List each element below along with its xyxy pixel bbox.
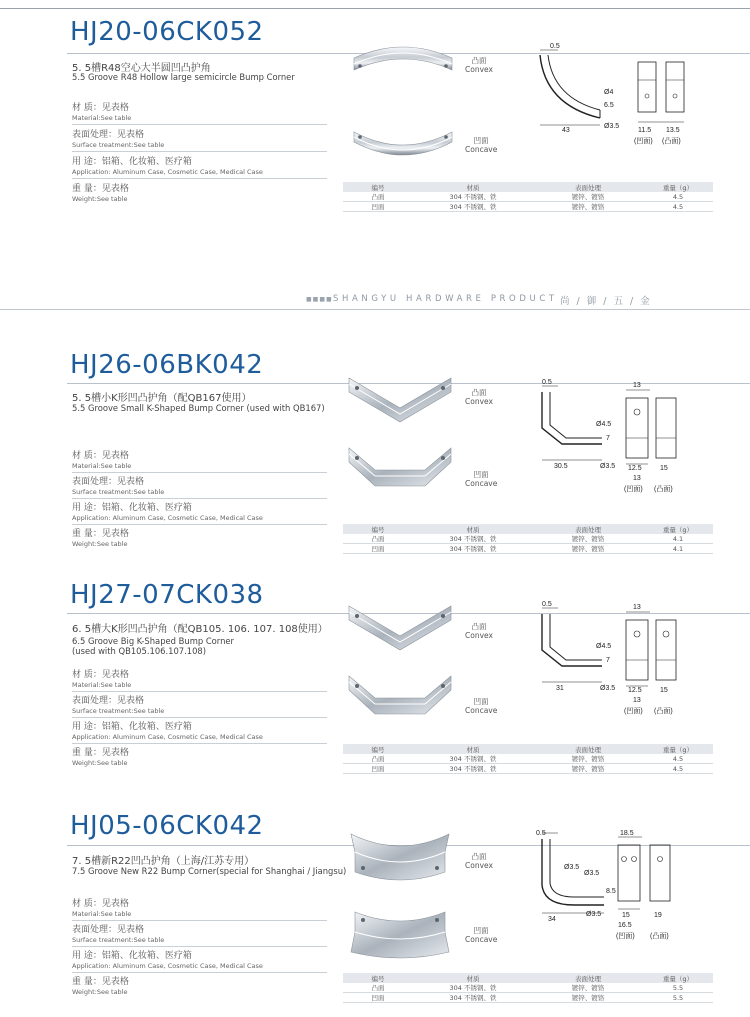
spec-table: [343, 744, 713, 774]
spec-table: [343, 524, 713, 554]
concave-label-cn: 凹面: [473, 926, 489, 935]
spec-table: [343, 973, 713, 1003]
table-cell: 凸面: [343, 192, 413, 202]
technical-drawing: [520, 825, 720, 945]
product-code: HJ05-06CK042: [70, 811, 264, 841]
spec-en: Weight:See table: [72, 540, 128, 548]
dim-label: 15: [622, 912, 630, 919]
table-cell: 凹面: [343, 202, 413, 212]
spec-en: Weight:See table: [72, 759, 128, 767]
product-title-en: 5.5 Groove R48 Hollow large semicircle Bump Corner: [72, 72, 295, 82]
table-header-row: [343, 524, 713, 534]
table-cell: 镀锌、镀铬: [533, 534, 643, 544]
table-cell: 4.5: [643, 202, 713, 212]
table-cell: 凹面: [343, 764, 413, 774]
table-cell: 4.1: [643, 534, 713, 544]
dim-label: Ø3.5: [600, 463, 616, 470]
spec-cn: 表面处理：见表格: [72, 696, 145, 706]
table-header-row: [343, 744, 713, 754]
spec-item: [72, 747, 327, 769]
brand-rule: [0, 309, 750, 310]
dim-label: 7: [606, 657, 610, 664]
spec-divider: [72, 151, 327, 152]
table-cell: 镀锌、镀铬: [533, 993, 643, 1003]
spec-cn: 表面处理：见表格: [72, 477, 145, 487]
table-header: 重量（g）: [643, 973, 713, 983]
spec-en: Material:See table: [72, 910, 132, 918]
table-cell: 凹面: [343, 544, 413, 554]
spec-item: [72, 950, 327, 972]
spec-item: [72, 976, 327, 998]
brand-chinese: 尚 / 御 / 五 / 金: [560, 296, 652, 307]
table-cell: 镀锌、镀铬: [533, 764, 643, 774]
dim-label: (凹面): [634, 138, 653, 145]
convex-label-en: Convex: [465, 861, 493, 870]
product-title-cn: 5. 5槽R48空心大半圆凹凸护角: [72, 63, 211, 74]
table-cell: 304 不锈钢、铁: [413, 202, 533, 212]
table-header: 表面处理: [533, 744, 643, 754]
dim-label: 7: [606, 435, 610, 442]
table-row: [343, 754, 713, 764]
spec-divider: [72, 472, 327, 473]
convex-label-cn: 凸面: [471, 622, 487, 631]
concave-label-cn: 凹面: [473, 697, 489, 706]
spec-item: [72, 721, 327, 743]
spec-divider: [72, 178, 327, 179]
dim-label: 0.5: [536, 830, 546, 837]
brand-squares: ■■■■: [306, 296, 333, 303]
dim-label: Ø3.5: [584, 870, 600, 877]
spec-list: [72, 102, 327, 206]
product-title-en-2: (used with QB105.106.107.108): [72, 646, 207, 656]
dim-label: 19: [654, 912, 662, 919]
table-cell: 304 不锈钢、铁: [413, 192, 533, 202]
dim-label: Ø4.5: [596, 421, 612, 428]
spec-divider: [72, 972, 327, 973]
spec-cn: 用 途：铝箱、化妆箱、医疗箱: [72, 951, 192, 961]
dim-label: (凹面): [616, 933, 635, 940]
product-code: HJ26-06BK042: [70, 350, 264, 380]
table-cell: 304 不锈钢、铁: [413, 534, 533, 544]
table-cell: 凸面: [343, 754, 413, 764]
convex-label: [465, 388, 493, 406]
table-row: [343, 544, 713, 554]
spec-divider: [72, 946, 327, 947]
spec-en: Surface treatment:See table: [72, 936, 165, 944]
spec-item: [72, 669, 327, 691]
spec-cn: 重 量：见表格: [72, 977, 129, 987]
spec-en: Application: Aluminum Case, Cosmetic Case, Medical Case: [72, 168, 263, 176]
table-row: [343, 983, 713, 993]
table-header: 编号: [343, 973, 413, 983]
spec-divider: [72, 124, 327, 125]
dim-label: 15: [660, 465, 668, 472]
product-title-en: 5.5 Groove Small K-Shaped Bump Corner (used with QB167): [72, 403, 325, 413]
dim-label: 16.5: [618, 922, 632, 929]
dim-label: 12.5: [628, 465, 642, 472]
dim-label: Ø3.5: [600, 685, 616, 692]
product-code: HJ27-07CK038: [70, 580, 264, 610]
table-row: [343, 993, 713, 1003]
convex-label: [465, 852, 493, 870]
spec-cn: 表面处理：见表格: [72, 925, 145, 935]
brand-english: SHANGYU HARDWARE PRODUCT: [333, 294, 558, 304]
table-cell: 304 不锈钢、铁: [413, 983, 533, 993]
spec-list: [72, 450, 327, 550]
convex-corner-image: [348, 40, 458, 85]
table-cell: 4.1: [643, 544, 713, 554]
table-header-row: [343, 973, 713, 983]
spec-en: Application: Aluminum Case, Cosmetic Case, Medical Case: [72, 733, 263, 741]
spec-divider: [72, 691, 327, 692]
spec-divider: [72, 743, 327, 744]
table-cell: 镀锌、镀铬: [533, 983, 643, 993]
concave-corner-image: [348, 122, 458, 167]
convex-label-cn: 凸面: [471, 56, 487, 65]
dim-label: 30.5: [554, 463, 568, 470]
table-header: 表面处理: [533, 973, 643, 983]
spec-en: Weight:See table: [72, 988, 128, 996]
table-cell: 凹面: [343, 993, 413, 1003]
spec-en: Surface treatment:See table: [72, 707, 165, 715]
spec-divider: [72, 717, 327, 718]
spec-en: Material:See table: [72, 681, 132, 689]
table-cell: 镀锌、镀铬: [533, 754, 643, 764]
spec-cn: 用 途：铝箱、化妆箱、医疗箱: [72, 722, 192, 732]
dim-label: 18.5: [620, 830, 634, 837]
convex-label-cn: 凸面: [471, 388, 487, 397]
dim-label: Ø4: [604, 89, 614, 96]
table-cell: 凸面: [343, 983, 413, 993]
concave-label: [465, 136, 497, 154]
table-row: [343, 534, 713, 544]
table-cell: 4.5: [643, 192, 713, 202]
spec-divider: [72, 524, 327, 525]
convex-label: [465, 622, 493, 640]
table-row: [343, 202, 713, 212]
product-title-en: 6.5 Groove Big K-Shaped Bump Corner: [72, 636, 234, 646]
table-header: 重量（g）: [643, 182, 713, 192]
convex-label-en: Convex: [465, 631, 493, 640]
concave-label: [465, 697, 497, 715]
dim-label: 13: [633, 697, 641, 704]
dim-label: (凹面): [624, 486, 643, 493]
table-header: 编号: [343, 524, 413, 534]
dim-label: Ø4.5: [596, 643, 612, 650]
top-rule: [0, 8, 750, 9]
spec-item: [72, 502, 327, 524]
convex-label-en: Convex: [465, 65, 493, 74]
concave-label: [465, 470, 497, 488]
spec-en: Material:See table: [72, 462, 132, 470]
table-cell: 5.5: [643, 993, 713, 1003]
spec-divider: [72, 498, 327, 499]
table-header: 编号: [343, 182, 413, 192]
dim-label: 13.5: [666, 127, 680, 134]
spec-item: [72, 183, 327, 206]
dim-label: (凹面): [624, 708, 643, 715]
concave-label-cn: 凹面: [473, 470, 489, 479]
table-header: 材质: [413, 744, 533, 754]
dim-label: (凸面): [654, 486, 673, 493]
dim-label: 6.5: [604, 102, 614, 109]
dim-label: 0.5: [542, 601, 552, 608]
technical-drawing: [520, 600, 720, 722]
spec-en: Surface treatment:See table: [72, 488, 165, 496]
dim-label: Ø3.5: [564, 864, 580, 871]
dim-label: 0.5: [542, 379, 552, 386]
dim-label: 11.5: [638, 127, 652, 134]
table-header: 编号: [343, 744, 413, 754]
table-header: 材质: [413, 973, 533, 983]
spec-item: [72, 102, 327, 125]
technical-drawing: [520, 378, 720, 500]
spec-list: [72, 669, 327, 769]
dim-label: 13: [633, 475, 641, 482]
product-title-cn: 7. 5槽新R22凹凸护角（上海/江苏专用）: [72, 856, 255, 867]
dim-label: 34: [548, 916, 556, 923]
dim-label: Ø3.5: [604, 123, 620, 130]
convex-label-en: Convex: [465, 397, 493, 406]
spec-cn: 材 质：见表格: [72, 670, 129, 680]
concave-label-en: Concave: [465, 706, 498, 715]
table-cell: 5.5: [643, 983, 713, 993]
spec-item: [72, 129, 327, 152]
spec-en: Material:See table: [72, 114, 132, 122]
dim-label: 12.5: [628, 687, 642, 694]
table-cell: 304 不锈钢、铁: [413, 544, 533, 554]
dim-label: 13: [633, 604, 641, 611]
convex-label: [465, 56, 493, 74]
spec-en: Application: Aluminum Case, Cosmetic Case, Medical Case: [72, 514, 263, 522]
concave-corner-image: [345, 440, 455, 495]
table-cell: 304 不锈钢、铁: [413, 993, 533, 1003]
convex-corner-image: [345, 596, 455, 651]
dim-label: Ø3.5: [586, 911, 602, 918]
product-title-en: 7.5 Groove New R22 Bump Corner(special for Shanghai / Jiangsu): [72, 866, 347, 876]
spec-cn: 重 量：见表格: [72, 184, 129, 194]
concave-label-cn: 凹面: [473, 136, 489, 145]
spec-en: Application: Aluminum Case, Cosmetic Case, Medical Case: [72, 962, 263, 970]
technical-drawing: [520, 40, 720, 150]
concave-corner-image: [345, 906, 455, 964]
spec-en: Weight:See table: [72, 195, 128, 203]
table-header: 材质: [413, 182, 533, 192]
spec-cn: 用 途：铝箱、化妆箱、医疗箱: [72, 157, 192, 167]
table-cell: 凸面: [343, 534, 413, 544]
spec-divider: [72, 920, 327, 921]
spec-cn: 重 量：见表格: [72, 529, 129, 539]
table-cell: 镀锌、镀铬: [533, 192, 643, 202]
spec-cn: 重 量：见表格: [72, 748, 129, 758]
spec-cn: 材 质：见表格: [72, 451, 129, 461]
convex-corner-image: [345, 828, 455, 888]
spec-item: [72, 156, 327, 179]
spec-cn: 用 途：铝箱、化妆箱、医疗箱: [72, 503, 192, 513]
table-header: 重量（g）: [643, 524, 713, 534]
concave-label-en: Concave: [465, 145, 498, 154]
dim-label: (凸面): [650, 933, 669, 940]
table-cell: 4.5: [643, 754, 713, 764]
product-code: HJ20-06CK052: [70, 17, 264, 47]
dim-label: 8.5: [606, 888, 616, 895]
concave-corner-image: [345, 668, 455, 723]
dim-label: 0.5: [550, 43, 560, 50]
spec-cn: 表面处理：见表格: [72, 130, 145, 140]
table-row: [343, 192, 713, 202]
spec-item: [72, 528, 327, 550]
convex-corner-image: [345, 368, 455, 423]
table-header: 表面处理: [533, 182, 643, 192]
table-header: 表面处理: [533, 524, 643, 534]
product-title-cn: 5. 5槽小K形凹凸护角（配QB167使用）: [72, 393, 252, 404]
table-cell: 304 不锈钢、铁: [413, 754, 533, 764]
spec-item: [72, 476, 327, 498]
dim-label: (凸面): [654, 708, 673, 715]
spec-en: Surface treatment:See table: [72, 141, 165, 149]
table-cell: 镀锌、镀铬: [533, 202, 643, 212]
spec-item: [72, 695, 327, 717]
brand-bar: [0, 288, 750, 310]
dim-label: 43: [562, 127, 570, 134]
table-cell: 镀锌、镀铬: [533, 544, 643, 554]
concave-label: [465, 926, 497, 944]
convex-label-cn: 凸面: [471, 852, 487, 861]
dim-label: 31: [556, 685, 564, 692]
dim-label: 13: [633, 382, 641, 389]
table-header: 材质: [413, 524, 533, 534]
product-title-cn: 6. 5槽大K形凹凸护角（配QB105. 106. 107. 108使用）: [72, 624, 328, 635]
spec-list: [72, 898, 327, 998]
spec-item: [72, 924, 327, 946]
table-row: [343, 764, 713, 774]
table-header: 重量（g）: [643, 744, 713, 754]
spec-table: [343, 182, 713, 212]
table-cell: 4.5: [643, 764, 713, 774]
table-cell: 304 不锈钢、铁: [413, 764, 533, 774]
concave-label-en: Concave: [465, 935, 498, 944]
dim-label: (凸面): [662, 138, 681, 145]
dim-label: 15: [660, 687, 668, 694]
table-header-row: [343, 182, 713, 192]
spec-cn: 材 质：见表格: [72, 103, 129, 113]
spec-cn: 材 质：见表格: [72, 899, 129, 909]
spec-item: [72, 450, 327, 472]
spec-item: [72, 898, 327, 920]
concave-label-en: Concave: [465, 479, 498, 488]
